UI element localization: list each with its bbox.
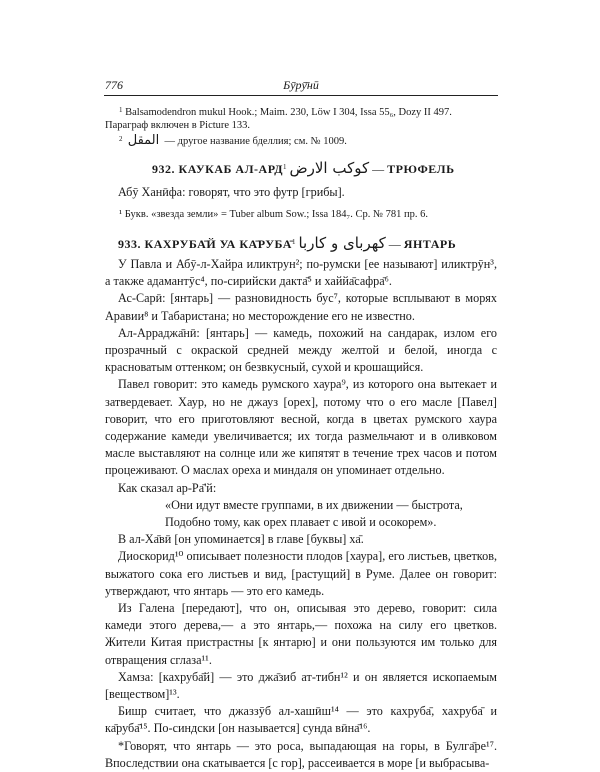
entry-933-para-11: *Говорят, что янтарь — это роса, выпадающая на горы, в Булга̄ре¹⁷. Впоследствии она скатывается [с гор], рассеивается в море [и выбрасыва-	[105, 738, 497, 770]
verse	[105, 497, 497, 531]
entry-932-translation: ТРЮФЕЛЬ	[387, 162, 455, 176]
entry-932-arabic: كوكب الارض	[289, 159, 370, 177]
page-header	[105, 78, 497, 94]
entry-933-body	[105, 256, 497, 772]
verse-line-1: «Они идут вместе группами, в их движении — быстрота,	[165, 497, 463, 512]
footnote-2-text: — другое название бделлия; см. № 1009.	[164, 136, 347, 147]
entry-933-heading	[118, 236, 498, 252]
entry-933-translation: ЯНТАРЬ	[403, 237, 457, 251]
entry-932-head: 932. КАУКАБ АЛ-АРД	[152, 162, 283, 176]
entry-933-para-10: Бишр считает, что джаззӯб ал-хашӣш¹⁴ — это кахруба̄, хахруба̄ и ка̄руба̄¹⁵. По-синдски [он называется] сунда вӣна̄¹⁶.	[105, 704, 497, 736]
entry-933-para-5: Как сказал ар-Ра̄'й:	[118, 480, 217, 495]
entry-932-body	[105, 184, 497, 201]
footnote-1-text: Balsamodendron mukul Hook.; Maim. 230, Löw I 304, Issa 55₆, Dozy II 497. Параграф включен в Picture 133.	[105, 107, 452, 131]
entry-933-head-sup: 1	[291, 238, 296, 246]
footnote-2-arabic: المقل	[127, 133, 160, 148]
page-number: 776	[105, 78, 123, 92]
entry-933-para-2: Ас-Сарӣ: [янтарь] — разновидность бус⁷, которые всплывают в морях Аравии⁸ и Табаристана; но месторождение его не известно.	[105, 291, 497, 323]
entry-933-para-4: Павел говорит: это камедь румского хаура⁹, из которого она вытекает и затвердевает. Хаур, но не джауз [орех], потому что о его масле [Павел] говорит, что его приготовляют весной, когда в цветах румского хаура содержание камеди увеличивается; их тогда размельчают и в оливковом масле выставляют на солнце или же кипятят в течение трех часов и потом процеживают. О маслах ореха и миндаля он упоминает отдельно.	[105, 377, 497, 478]
entry-933-para-8: Из Галена [передают], что он, описывая это дерево, говорит: сила камеди этого дерева,— а это янтарь,— похожа на силу его цветков. Жители Китая пристрастны [к янтарю] и они пользуются им только для отвращения сглаза¹¹.	[105, 601, 497, 667]
footnote-2-number: 2	[119, 135, 123, 143]
entry-933-para-9: Хамза: [кахруба̄й] — это джа̄зиб ат-тибн¹² и он является ископаемым [веществом]¹³.	[105, 669, 497, 702]
footnote-2	[105, 134, 497, 148]
entry-933-head: 933. КАХРУБА̄Й УА КА̄РУБА̄	[118, 237, 292, 251]
entry-933-para-1: У Павла и Абӯ-л-Хайра иликтрун²; по-румски [ее называют] иликтрӯн³, а также адамантӯс⁴, по-сирийски дакта̄⁵ и хаййа̄сафра̄⁶.	[105, 257, 497, 289]
entry-933-dash: —	[388, 237, 401, 251]
footnote-1	[105, 106, 497, 132]
entry-932-heading	[152, 161, 492, 177]
entry-932-dash: —	[372, 162, 385, 176]
entry-932-footnote-text: ¹ Букв. «звезда земли» = Tuber album Sow.; Issa 184₇. Ср. № 781 пр. 6.	[119, 209, 428, 220]
running-title: Бӯрӯ̄нӣ	[283, 78, 319, 92]
entry-933-para-3: Ал-Арраджа̄нӣ: [янтарь] — камедь, похожий на сандарак, излом его прозрачный с окраской средней между желтой и белой, иногда с красноватым оттенком; он безвкусный, сухой и крошащийся.	[105, 325, 497, 375]
entry-933-para-7: Диоскорид¹⁰ описывает полезности плодов [хаура], его листьев, цветков, выжатого сока его листьев и вид, [растущий] в Руме. Далее он говорит: утверждают, что янтарь — это его камедь.	[105, 549, 497, 598]
entry-933-arabic: كهرباى و كاربا	[298, 234, 386, 252]
entry-932-head-sup: 1	[283, 163, 287, 171]
footnote-1-number: 1	[119, 106, 123, 114]
entry-932-text: Абӯ Ханӣфа: говорят, что это футр [грибы].	[118, 185, 345, 199]
entry-932-footnote	[105, 208, 497, 221]
entry-933-para-6: В ал-Ха̄вӣ [он упоминается] в главе [буквы] ха̄.	[118, 532, 364, 547]
header-rule	[104, 95, 498, 96]
verse-line-2: Подобно тому, как орех плавает с ивой и осокорем».	[165, 515, 437, 530]
